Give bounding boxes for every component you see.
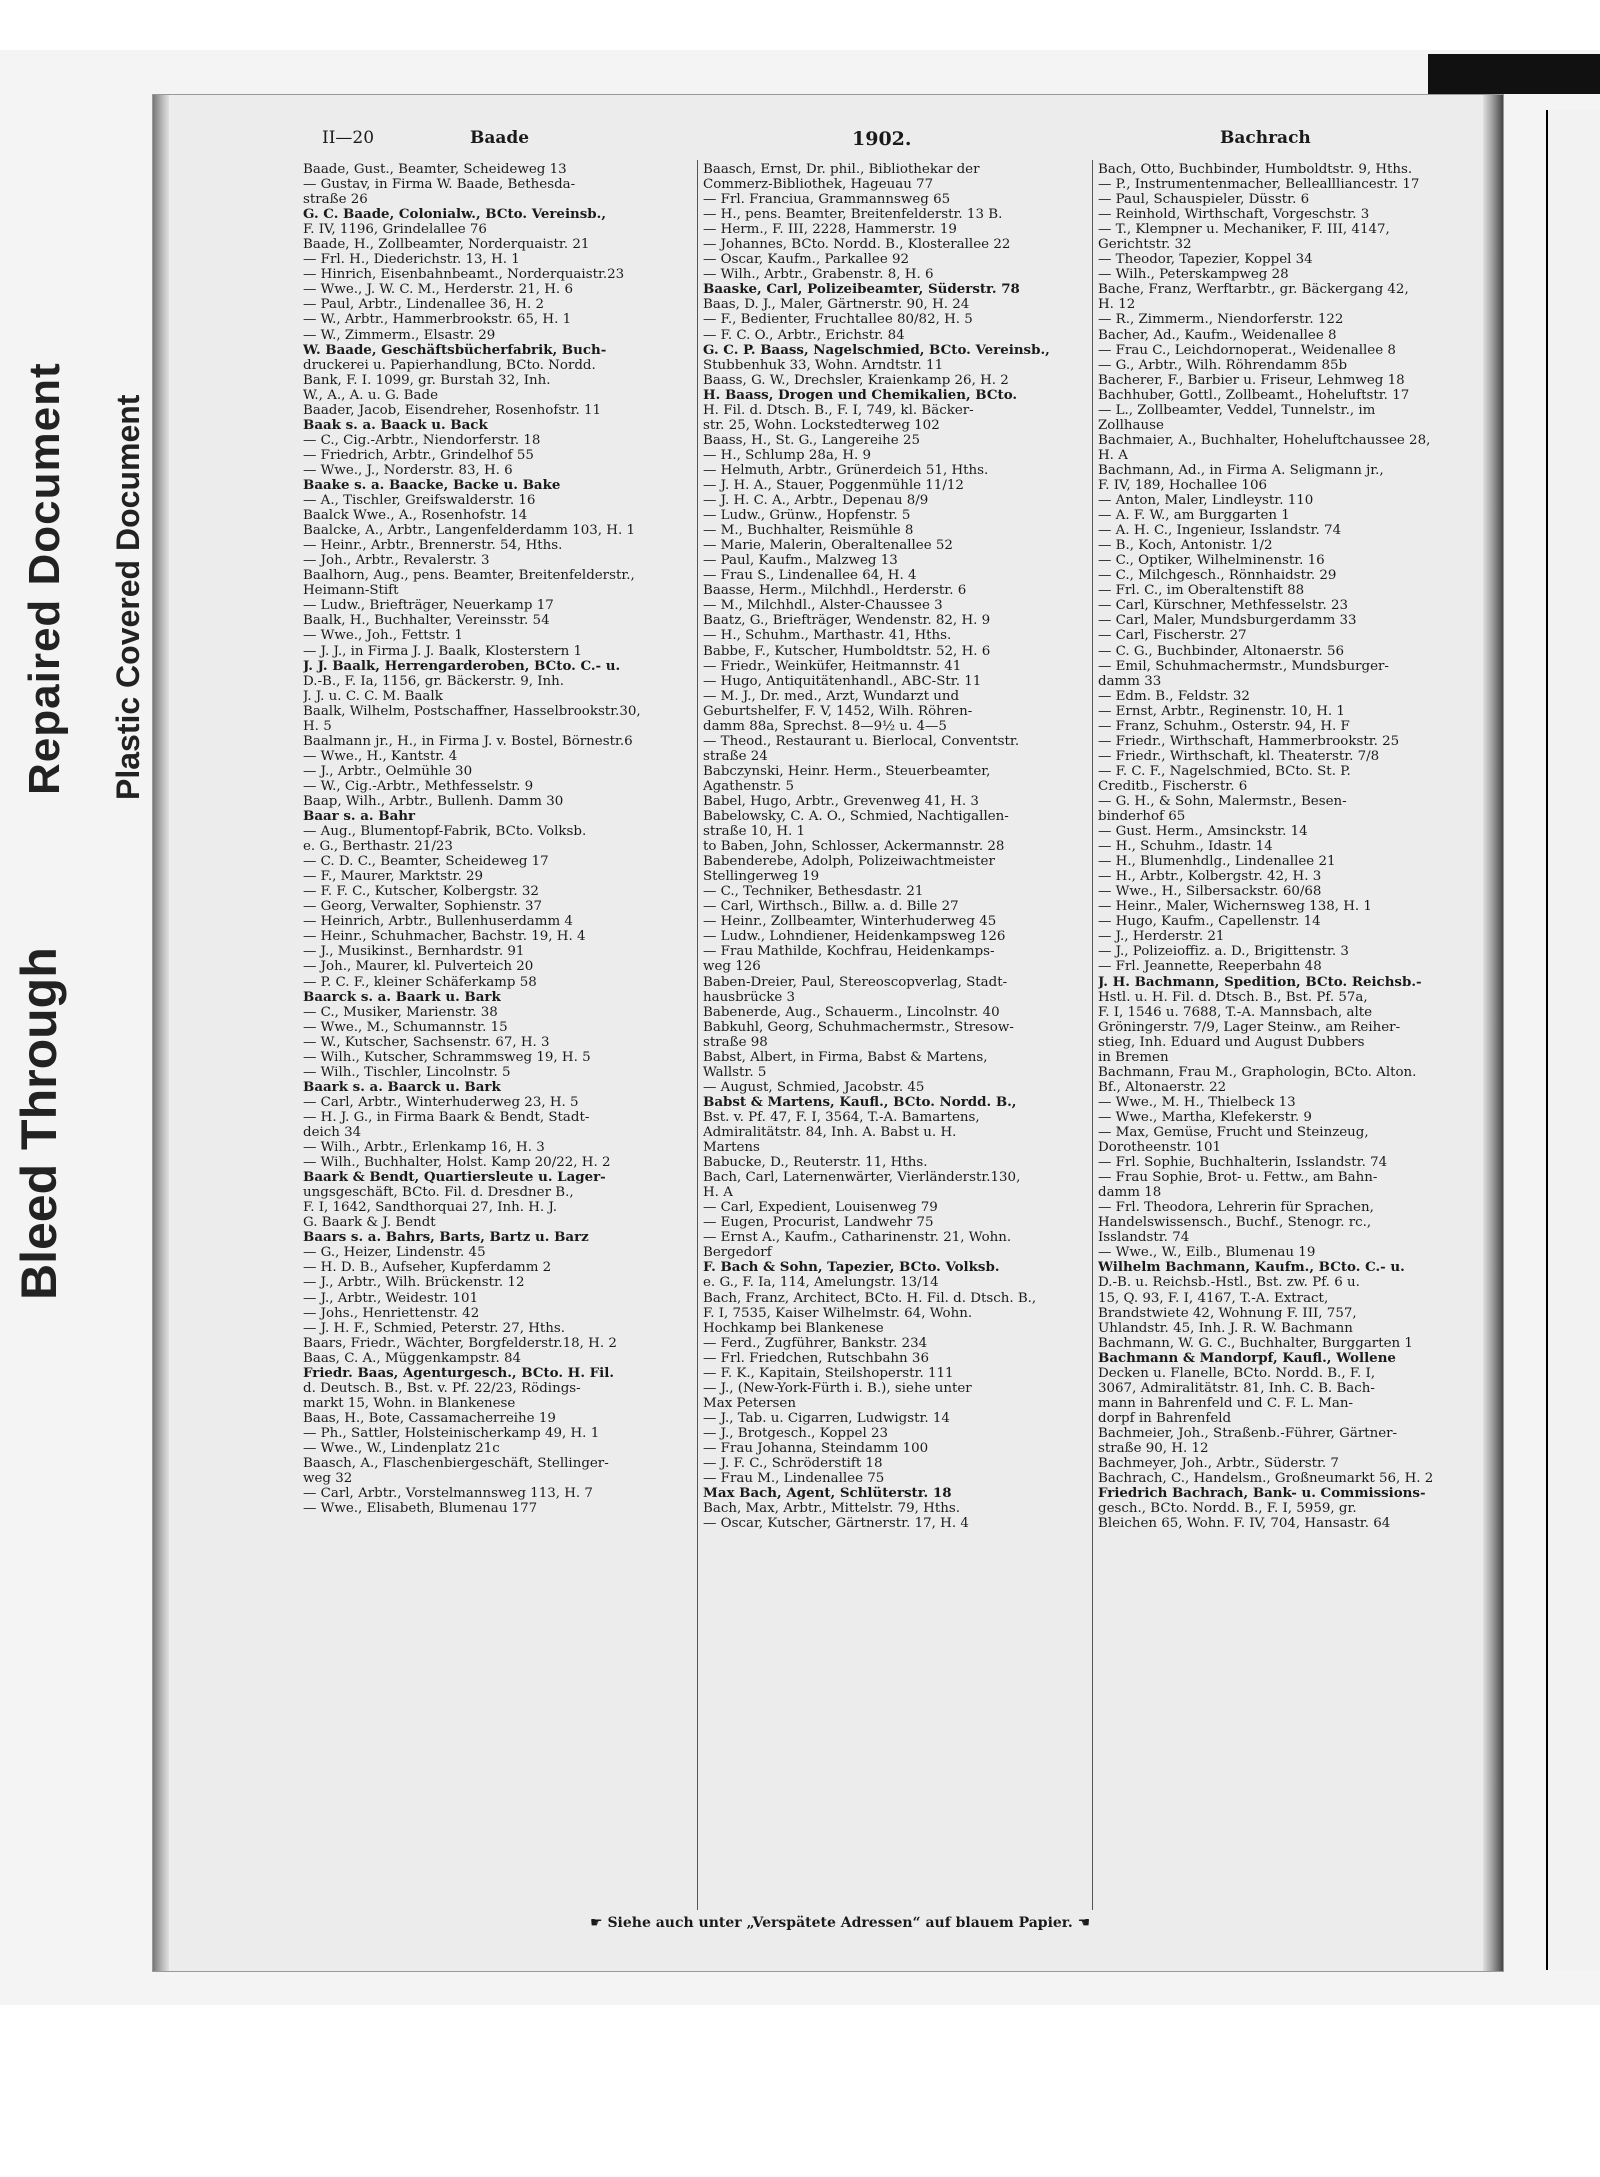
directory-entry-line: Babczynski, Heinr. Herm., Steuerbeamter, <box>703 763 991 779</box>
directory-entry-line: e. G., Berthastr. 21/23 <box>303 839 453 855</box>
directory-entry-line: — J. H. C. A., Arbtr., Depenau 8/9 <box>703 493 929 509</box>
directory-entry-line: Admiralitätstr. 84, Inh. A. Babst u. H. <box>703 1125 957 1140</box>
directory-entry-line: — H., Arbtr., Kolbergstr. 42, H. 3 <box>1098 869 1322 885</box>
page-number: II—20 <box>322 128 375 148</box>
directory-entry-line: Dorotheenstr. 101 <box>1098 1140 1221 1156</box>
directory-entry-line: Brandstwiete 42, Wohnung F. III, 757, <box>1098 1305 1357 1321</box>
directory-entry-line: Commerz-Bibliothek, Hageuau 77 <box>703 177 934 193</box>
directory-entry-line: Bacherer, F., Barbier u. Friseur, Lehmweg 18 <box>1098 372 1405 388</box>
directory-entry-line: G. Baark & J. Bendt <box>303 1215 436 1231</box>
directory-entry-line: H. A <box>1098 447 1128 463</box>
directory-entry-line: H. A <box>703 1185 733 1201</box>
directory-entry-line: — J., Musikinst., Bernhardstr. 91 <box>303 944 525 960</box>
directory-entry-line: — Frau Mathilde, Kochfrau, Heidenkamps- <box>703 944 995 960</box>
directory-entry-line: Bachmeier, Joh., Straßenb.-Führer, Gärtner- <box>1098 1425 1398 1441</box>
directory-entry-line: Bach, Carl, Laternenwärter, Vierländerstr.130, <box>703 1170 1021 1186</box>
directory-entry-line: — Anton, Maler, Lindleystr. 110 <box>1098 493 1314 509</box>
directory-entry-line: — W., Zimmerm., Elsastr. 29 <box>303 327 496 343</box>
directory-entry-line: — Carl, Arbtr., Vorstelmannsweg 113, H. 7 <box>303 1486 593 1502</box>
directory-entry-line: Baars, Friedr., Wächter, Borgfelderstr.18, H. 2 <box>303 1335 617 1351</box>
directory-entry-line: hausbrücke 3 <box>703 989 796 1005</box>
directory-entry-line: — Wilh., Kutscher, Schrammsweg 19, H. 5 <box>303 1049 591 1065</box>
directory-entry-line: — G., Heizer, Lindenstr. 45 <box>303 1245 486 1261</box>
directory-entry-line: — Hinrich, Eisenbahnbeamt., Norderquaistr.23 <box>303 267 625 283</box>
directory-entry-line: H. Fil. d. Dtsch. B., F. I, 749, kl. Bäcker- <box>703 402 974 418</box>
directory-entry-line: — Wwe., Elisabeth, Blumenau 177 <box>303 1501 538 1517</box>
pointing-hand-icon: ☚ <box>1077 1915 1091 1931</box>
directory-entry-line: Baasse, Herm., Milchhdl., Herderstr. 6 <box>703 583 967 599</box>
directory-entry-line: Bache, Franz, Werftarbtr., gr. Bäckergang 42, <box>1098 282 1409 298</box>
bleed-through-label: Bleed Through <box>11 947 67 1300</box>
directory-entry-line: — Heinr., Arbtr., Brennerstr. 54, Hths. <box>303 538 563 554</box>
directory-entry-line: — J., Polizeioffiz. a. D., Brigittenstr. 3 <box>1098 944 1349 960</box>
directory-entry-line: weg 32 <box>303 1471 353 1487</box>
directory-entry-line: Baader, Jacob, Eisendreher, Rosenhofstr. 11 <box>303 402 602 418</box>
directory-entry-line: straße 10, H. 1 <box>703 824 806 840</box>
directory-entry-line: Babst, Albert, in Firma, Babst & Martens, <box>703 1049 988 1065</box>
pointing-hand-icon: ☛ <box>590 1915 603 1931</box>
watermark-labels <box>0 140 150 1300</box>
directory-entry-line: — F. C. O., Arbtr., Erichstr. 84 <box>703 327 905 343</box>
directory-entry-line: Max Petersen <box>703 1395 796 1411</box>
directory-entry-line: — Heinrich, Arbtr., Bullenhuserdamm 4 <box>303 914 573 930</box>
directory-entry-line: straße 98 <box>703 1034 768 1050</box>
directory-entry-line: stieg, Inh. Eduard und August Dubbers <box>1098 1034 1365 1050</box>
directory-entry-line: — Carl, Kürschner, Methfesselstr. 23 <box>1098 598 1348 614</box>
directory-entry-line: Baap, Wilh., Arbtr., Bullenh. Damm 30 <box>303 793 564 809</box>
directory-entry-line: — Wwe., W., Lindenplatz 21c <box>303 1440 500 1456</box>
directory-entry-line: — Joh., Maurer, kl. Pulverteich 20 <box>303 959 534 975</box>
directory-entry-line: — A. F. W., am Burggarten 1 <box>1098 508 1290 524</box>
directory-entry-line: Babucke, D., Reuterstr. 11, Hths. <box>703 1155 928 1171</box>
directory-entry-line: — Frl. Franciua, Grammannsweg 65 <box>703 192 951 208</box>
directory-entry-line: — C., Optiker, Wilhelminenstr. 16 <box>1098 553 1325 569</box>
directory-entry-line: — Johs., Henriettenstr. 42 <box>303 1305 480 1321</box>
directory-entry-line: 15, Q. 93, F. I, 4167, T.-A. Extract, <box>1098 1290 1329 1306</box>
directory-entry-line: F. I, 7535, Kaiser Wilhelmstr. 64, Wohn. <box>703 1305 973 1321</box>
directory-entry-line: deich 34 <box>303 1125 362 1140</box>
column-divider <box>1092 160 1093 1910</box>
directory-entry-line: binderhof 65 <box>1098 809 1186 825</box>
directory-entry-line: gesch., BCto. Nordd. B., F. I, 5959, gr. <box>1098 1501 1357 1517</box>
directory-entry-line: — P. C. F., kleiner Schäferkamp 58 <box>303 974 537 990</box>
directory-entry-line: — Wwe., M., Schumannstr. 15 <box>303 1019 508 1035</box>
directory-entry-line: — Ernst A., Kaufm., Catharinenstr. 21, Wohn. <box>703 1230 1012 1246</box>
year: 1902. <box>852 128 912 150</box>
directory-entry-line: — J., Arbtr., Wilh. Brückenstr. 12 <box>303 1275 525 1291</box>
directory-entry-line: — Aug., Blumentopf-Fabrik, BCto. Volksb. <box>303 824 587 840</box>
directory-entry-line: — Carl, Wirthsch., Billw. a. d. Bille 27 <box>703 899 959 915</box>
directory-entry-line: Uhlandstr. 45, Inh. J. R. W. Bachmann <box>1098 1320 1353 1336</box>
directory-entry-line: — Wilh., Arbtr., Grabenstr. 8, H. 6 <box>703 267 934 283</box>
directory-entry-line: Bachmann, Frau M., Graphologin, BCto. Alton. <box>1098 1064 1417 1080</box>
directory-entry-line: H. 12 <box>1098 297 1136 313</box>
directory-entry-line: — C., Techniker, Bethesdastr. 21 <box>703 884 924 900</box>
directory-entry-line: — Frl. Sophie, Buchhalterin, Isslandstr. 74 <box>1098 1155 1388 1171</box>
directory-entry-line: — Max, Gemüse, Frucht und Steinzeug, <box>1098 1125 1369 1140</box>
directory-entry-line: str. 25, Wohn. Lockstedterweg 102 <box>703 417 940 433</box>
directory-entry-line: — Paul, Schauspieler, Düsstr. 6 <box>1098 192 1310 208</box>
directory-entry-line: — Frl. C., im Oberaltenstift 88 <box>1098 583 1305 599</box>
directory-entry-line: Baak s. a. Baack u. Back <box>303 417 488 433</box>
page-right-shadow <box>1483 95 1503 1971</box>
directory-entry-line: — H. D. B., Aufseher, Kupferdamm 2 <box>303 1260 552 1276</box>
directory-entry-line: Bachmann, Ad., in Firma A. Seligmann jr., <box>1098 462 1384 478</box>
directory-entry-line: — Friedrich, Arbtr., Grindelhof 55 <box>303 447 534 463</box>
directory-entry-line: — J. H. A., Stauer, Poggenmühle 11/12 <box>703 477 964 493</box>
directory-entry-line: H. Baass, Drogen und Chemikalien, BCto. <box>703 387 1018 403</box>
directory-entry-line: — Carl, Expedient, Louisenweg 79 <box>703 1200 938 1216</box>
directory-entry-line: — Ludw., Lohndiener, Heidenkampsweg 126 <box>703 929 1006 945</box>
directory-entry-line: Wilhelm Bachmann, Kaufm., BCto. C.- u. <box>1098 1260 1405 1276</box>
directory-entry-line: straße 24 <box>703 748 768 764</box>
directory-column-1 <box>303 162 693 1516</box>
directory-entry-line: — August, Schmied, Jacobstr. 45 <box>703 1079 925 1095</box>
directory-entry-line: Martens <box>703 1140 760 1156</box>
directory-entry-line: — H., pens. Beamter, Breitenfelderstr. 13 B. <box>703 207 1003 223</box>
directory-entry-line: — W., Cig.-Arbtr., Methfesselstr. 9 <box>303 778 534 794</box>
directory-entry-line: Baben-Dreier, Paul, Stereoscopverlag, Stadt- <box>703 974 1008 990</box>
directory-entry-line: Babst & Martens, Kaufl., BCto. Nordd. B., <box>703 1094 1017 1110</box>
directory-entry-line: Baalmann jr., H., in Firma J. v. Bostel, Börnestr.6 <box>303 733 633 749</box>
directory-entry-line: — B., Koch, Antonistr. 1/2 <box>1098 538 1273 554</box>
directory-entry-line: — G., Arbtr., Wilh. Röhrendamm 85b <box>1098 357 1348 373</box>
directory-entry-line: Baatz, G., Briefträger, Wendenstr. 82, H. 9 <box>703 613 991 629</box>
footer-note <box>590 1915 1390 1931</box>
directory-entry-line: — Theodor, Tapezier, Koppel 34 <box>1098 252 1313 268</box>
page-binding-shadow <box>153 95 169 1971</box>
directory-entry-line: — Helmuth, Arbtr., Grünerdeich 51, Hths. <box>703 462 989 478</box>
directory-entry-line: Babenderebe, Adolph, Polizeiwachtmeister <box>703 854 995 870</box>
directory-entry-line: — Frl. Theodora, Lehrerin für Sprachen, <box>1098 1200 1374 1216</box>
directory-entry-line: Bachhuber, Gottl., Zollbeamt., Hoheluftstr. 17 <box>1098 387 1410 403</box>
directory-entry-line: — F. F. C., Kutscher, Kolbergstr. 32 <box>303 884 539 900</box>
directory-entry-line: Stubbenhuk 33, Wohn. Arndtstr. 11 <box>703 357 944 373</box>
directory-entry-line: to Baben, John, Schlosser, Ackermannstr. 28 <box>703 839 1005 855</box>
directory-entry-line: — W., Arbtr., Hammerbrookstr. 65, H. 1 <box>303 312 572 328</box>
directory-entry-line: — Frau Sophie, Brot- u. Fettw., am Bahn- <box>1098 1170 1378 1186</box>
directory-entry-line: Max Bach, Agent, Schlüterstr. 18 <box>703 1486 952 1502</box>
directory-entry-line: Heimann-Stift <box>303 583 399 599</box>
directory-entry-line: — Ferd., Zugführer, Bankstr. 234 <box>703 1335 928 1351</box>
directory-entry-line: J. H. Bachmann, Spedition, BCto. Reichsb.- <box>1098 974 1422 990</box>
directory-entry-line: Babel, Hugo, Arbtr., Grevenweg 41, H. 3 <box>703 793 979 809</box>
directory-entry-line: — Ernst, Arbtr., Reginenstr. 10, H. 1 <box>1098 703 1345 719</box>
directory-column-3 <box>1098 162 1480 1531</box>
directory-column-2 <box>703 162 1086 1531</box>
directory-entry-line: Baasch, Ernst, Dr. phil., Bibliothekar der <box>703 162 980 177</box>
directory-entry-line: — C., Milchgesch., Rönnhaidstr. 29 <box>1098 568 1337 584</box>
directory-entry-line: straße 26 <box>303 192 368 208</box>
directory-entry-line: — M., Milchhdl., Alster-Chaussee 3 <box>703 598 943 614</box>
directory-entry-line: — Hugo, Kaufm., Capellenstr. 14 <box>1098 914 1321 930</box>
directory-entry-line: — C. D. C., Beamter, Scheideweg 17 <box>303 854 549 870</box>
directory-entry-line: — Ludw., Grünw., Hopfenstr. 5 <box>703 508 911 524</box>
directory-entry-line: Baark & Bendt, Quartiersleute u. Lager- <box>303 1170 606 1186</box>
directory-entry-line: Baas, D. J., Maler, Gärtnerstr. 90, H. 24 <box>703 297 970 313</box>
directory-entry-line: Bank, F. I. 1099, gr. Burstah 32, Inh. <box>303 372 551 388</box>
directory-entry-line: — P., Instrumentenmacher, Belleallliancestr. 17 <box>1098 177 1420 193</box>
directory-entry-line: D.-B. u. Reichsb.-Hstl., Bst. zw. Pf. 6 u. <box>1098 1275 1360 1291</box>
directory-entry-line: — Frl. H., Diederichstr. 13, H. 1 <box>303 252 520 268</box>
directory-entry-line: Baaske, Carl, Polizeibeamter, Süderstr. 78 <box>703 282 1020 298</box>
directory-entry-line: — G. H., & Sohn, Malermstr., Besen- <box>1098 793 1347 809</box>
directory-entry-line: — Paul, Arbtr., Lindenallee 36, H. 2 <box>303 297 545 313</box>
directory-entry-line: Bachmeyer, Joh., Arbtr., Süderstr. 7 <box>1098 1456 1339 1472</box>
directory-entry-line: Baade, Gust., Beamter, Scheideweg 13 <box>303 162 567 177</box>
directory-entry-line: W., A., A. u. G. Bade <box>303 387 439 403</box>
directory-entry-line: ungsgeschäft, BCto. Fil. d. Dresdner B., <box>303 1185 574 1201</box>
directory-entry-line: — Gustav, in Firma W. Baade, Bethesda- <box>303 177 576 193</box>
directory-entry-line: mann in Bahrenfeld und C. F. L. Man- <box>1098 1395 1354 1411</box>
directory-entry-line: — Johannes, BCto. Nordd. B., Klosterallee 22 <box>703 237 1011 253</box>
directory-entry-line: — F., Maurer, Marktstr. 29 <box>303 869 484 885</box>
directory-entry-line: Baass, G. W., Drechsler, Kraienkamp 26, H. 2 <box>703 372 1009 388</box>
directory-entry-line: — J., Herderstr. 21 <box>1098 929 1225 945</box>
directory-entry-line: Bachmann & Mandorpf, Kaufl., Wollene <box>1098 1350 1396 1366</box>
directory-entry-line: Baasch, A., Flaschenbiergeschäft, Stellinger- <box>303 1456 609 1472</box>
directory-entry-line: — Frl. Jeannette, Reeperbahn 48 <box>1098 959 1322 975</box>
directory-entry-line: Decken u. Flanelle, BCto. Nordd. B., F. I, <box>1098 1365 1376 1381</box>
directory-entry-line: F. Bach & Sohn, Tapezier, BCto. Volksb. <box>703 1260 1000 1276</box>
directory-entry-line: — Oscar, Kutscher, Gärtnerstr. 17, H. 4 <box>703 1516 969 1532</box>
directory-entry-line: Zollhause <box>1098 417 1164 433</box>
directory-entry-line: — Hugo, Antiquitätenhandl., ABC-Str. 11 <box>703 673 982 689</box>
directory-entry-line: — Heinr., Zollbeamter, Winterhuderweg 45 <box>703 914 997 930</box>
directory-entry-line: — J., Arbtr., Oelmühle 30 <box>303 763 473 779</box>
directory-entry-line: J. J. Baalk, Herrengarderoben, BCto. C.- u. <box>303 658 621 674</box>
directory-entry-line: dorpf in Bahrenfeld <box>1098 1410 1232 1426</box>
directory-entry-line: Geburtshelfer, F. V, 1452, Wilh. Röhren- <box>703 703 973 719</box>
directory-entry-line: Creditb., Fischerstr. 6 <box>1098 778 1248 794</box>
directory-entry-line: Baarck s. a. Baark u. Bark <box>303 989 501 1005</box>
directory-entry-line: — Joh., Arbtr., Revalerstr. 3 <box>303 553 490 569</box>
directory-entry-line: druckerei u. Papierhandlung, BCto. Nordd. <box>303 357 596 373</box>
directory-entry-line: — Wwe., J. W. C. M., Herderstr. 21, H. 6 <box>303 282 573 298</box>
directory-entry-line: Handelswissensch., Buchf., Stenogr. rc., <box>1098 1215 1372 1231</box>
directory-entry-line: Babkuhl, Georg, Schuhmachermstr., Stresow- <box>703 1019 1014 1035</box>
directory-entry-line: — Wwe., H., Silbersackstr. 60/68 <box>1098 884 1322 900</box>
column-divider <box>697 160 698 1910</box>
directory-entry-line: markt 15, Wohn. in Blankenese <box>303 1395 516 1411</box>
directory-entry-line: Bst. v. Pf. 47, F. I, 3564, T.-A. Bamartens, <box>703 1109 980 1125</box>
directory-entry-line: — Emil, Schuhmachermstr., Mundsburger- <box>1098 658 1389 674</box>
directory-entry-line: — Frl. Friedchen, Rutschbahn 36 <box>703 1350 929 1366</box>
directory-entry-line: Bachmann, W. G. C., Buchhalter, Burggarten 1 <box>1098 1335 1413 1351</box>
directory-entry-line: Baake s. a. Baacke, Backe u. Bake <box>303 477 561 493</box>
directory-entry-line: — Oscar, Kaufm., Parkallee 92 <box>703 252 910 268</box>
directory-entry-line: — Reinhold, Wirthschaft, Vorgeschstr. 3 <box>1098 207 1370 223</box>
directory-entry-line: — Marie, Malerin, Oberaltenallee 52 <box>703 538 953 554</box>
directory-entry-line: — C. G., Buchbinder, Altonaerstr. 56 <box>1098 643 1344 659</box>
directory-entry-line: — M. J., Dr. med., Arzt, Wundarzt und <box>703 688 960 704</box>
directory-entry-line: — Wwe., J., Norderstr. 83, H. 6 <box>303 462 513 478</box>
directory-entry-line: — Carl, Maler, Mundsburgerdamm 33 <box>1098 613 1357 629</box>
directory-entry-line: — Wwe., M. H., Thielbeck 13 <box>1098 1094 1296 1110</box>
directory-entry-line: Isslandstr. 74 <box>1098 1230 1190 1246</box>
directory-entry-line: — Frau M., Lindenallee 75 <box>703 1471 885 1487</box>
directory-entry-line: Gerichtstr. 32 <box>1098 237 1192 253</box>
directory-entry-line: — Gust. Herm., Amsinckstr. 14 <box>1098 824 1308 840</box>
directory-entry-line: — H., Schuhm., Idastr. 14 <box>1098 839 1273 855</box>
directory-entry-line: — H. J. G., in Firma Baark & Bendt, Stadt- <box>303 1109 590 1125</box>
directory-entry-line: — Wilh., Arbtr., Erlenkamp 16, H. 3 <box>303 1140 545 1156</box>
directory-entry-line: damm 88a, Sprechst. 8—9½ u. 4—5 <box>703 718 947 734</box>
directory-entry-line: — Frau C., Leichdornoperat., Weidenallee 8 <box>1098 342 1396 358</box>
directory-entry-line: — Herm., F. III, 2228, Hammerstr. 19 <box>703 222 957 238</box>
directory-entry-line: — J., (New-York-Fürth i. B.), siehe unter <box>703 1380 972 1396</box>
footer-text: Siehe auch unter „Verspätete Adressen“ auf blauem Papier. <box>607 1915 1073 1931</box>
directory-entry-line: Friedrich Bachrach, Bank- u. Commissions- <box>1098 1486 1426 1502</box>
directory-entry-line: — F. K., Kapitain, Steilshoperstr. 111 <box>703 1365 954 1381</box>
directory-entry-line: Baalk, Wilhelm, Postschaffner, Hasselbrookstr.30, <box>303 703 641 719</box>
directory-entry-line: Baas, H., Bote, Cassamacherreihe 19 <box>303 1410 556 1426</box>
directory-entry-line: — Edm. B., Feldstr. 32 <box>1098 688 1250 704</box>
directory-entry-line: — C., Musiker, Marienstr. 38 <box>303 1004 498 1020</box>
directory-entry-line: Baass, H., St. G., Langereihe 25 <box>703 432 921 448</box>
directory-entry-line: Baark s. a. Baarck u. Bark <box>303 1079 501 1095</box>
directory-entry-line: — Wwe., Martha, Klefekerstr. 9 <box>1098 1109 1312 1125</box>
directory-entry-line: — F. C. F., Nagelschmied, BCto. St. P. <box>1098 763 1351 779</box>
directory-entry-line: — J. F. C., Schröderstift 18 <box>703 1456 883 1472</box>
directory-entry-line: — Friedr., Wirthschaft, Hammerbrookstr. 25 <box>1098 733 1400 749</box>
directory-entry-line: — Wilh., Peterskampweg 28 <box>1098 267 1289 283</box>
directory-entry-line: Wallstr. 5 <box>703 1064 767 1080</box>
directory-entry-line: Bach, Max, Arbtr., Mittelstr. 79, Hths. <box>703 1501 960 1517</box>
directory-entry-line: — Frau S., Lindenallee 64, H. 4 <box>703 568 917 584</box>
repaired-document-label: Repaired Document <box>20 362 69 795</box>
directory-entry-line: — L., Zollbeamter, Veddel, Tunnelstr., im <box>1098 402 1376 418</box>
plastic-covered-label: Plastic Covered Document <box>110 394 146 800</box>
directory-entry-line: — F., Bedienter, Fruchtallee 80/82, H. 5 <box>703 312 973 328</box>
directory-entry-line: Babbe, F., Kutscher, Humboldtstr. 52, H. 6 <box>703 643 991 659</box>
directory-entry-line: — Wilh., Buchhalter, Holst. Kamp 20/22, H. 2 <box>303 1155 611 1171</box>
left-catchword: Baade <box>470 128 530 148</box>
page-header <box>170 128 1480 154</box>
directory-entry-line: — Heinr., Maler, Wichernsweg 138, H. 1 <box>1098 899 1372 915</box>
directory-entry-line: damm 18 <box>1098 1185 1162 1201</box>
directory-entry-line: — Carl, Fischerstr. 27 <box>1098 628 1247 644</box>
next-page-edge <box>1546 110 1600 1970</box>
directory-entry-line: Baalcke, A., Arbtr., Langenfelderdamm 103, H. 1 <box>303 523 635 539</box>
directory-entry-line: H. 5 <box>303 718 332 734</box>
directory-entry-line: — Ludw., Briefträger, Neuerkamp 17 <box>303 598 554 614</box>
directory-entry-line: Bach, Franz, Architect, BCto. H. Fil. d. Dtsch. B., <box>703 1290 1037 1306</box>
directory-entry-line: — H., Schuhm., Marthastr. 41, Hths. <box>703 628 952 644</box>
directory-entry-line: W. Baade, Geschäftsbücherfabrik, Buch- <box>303 342 607 358</box>
directory-entry-line: Bachrach, C., Handelsm., Großneumarkt 56, H. 2 <box>1098 1471 1434 1487</box>
directory-entry-line: Babelowsky, C. A. O., Schmied, Nachtigallen- <box>703 809 1009 825</box>
scan-edge-tab <box>1428 54 1600 94</box>
directory-entry-line: D.-B., F. Ia, 1156, gr. Bäckerstr. 9, Inh. <box>303 673 565 689</box>
directory-entry-line: e. G., F. Ia, 114, Amelungstr. 13/14 <box>703 1275 939 1291</box>
directory-entry-line: Bf., Altonaerstr. 22 <box>1098 1079 1227 1095</box>
directory-entry-line: — W., Kutscher, Sachsenstr. 67, H. 3 <box>303 1034 550 1050</box>
directory-entry-line: d. Deutsch. B., Bst. v. Pf. 22/23, Rödings- <box>303 1380 581 1396</box>
directory-entry-line: Baalhorn, Aug., pens. Beamter, Breitenfelderstr., <box>303 568 635 584</box>
directory-entry-line: — H., Schlump 28a, H. 9 <box>703 447 872 463</box>
directory-entry-line: — Wwe., Joh., Fettstr. 1 <box>303 628 463 644</box>
directory-entry-line: — Friedr., Wirthschaft, kl. Theaterstr. 7/8 <box>1098 748 1380 764</box>
directory-entry-line: F. IV, 189, Hochallee 106 <box>1098 477 1267 493</box>
directory-entry-line: damm 33 <box>1098 673 1162 689</box>
directory-entry-line: Bergedorf <box>703 1245 772 1261</box>
directory-entry-line: Bleichen 65, Wohn. F. IV, 704, Hansastr. 64 <box>1098 1516 1391 1532</box>
directory-entry-line: Baar s. a. Bahr <box>303 809 416 825</box>
directory-entry-line: J. J. u. C. C. M. Baalk <box>303 688 443 704</box>
directory-entry-line: Bachmaier, A., Buchhalter, Hoheluftchaussee 28, <box>1098 432 1431 448</box>
directory-entry-line: Baade, H., Zollbeamter, Norderquaistr. 21 <box>303 237 590 253</box>
directory-entry-line: F. I, 1642, Sandthorquai 27, Inh. H. J. <box>303 1200 558 1216</box>
directory-entry-line: — J., Brotgesch., Koppel 23 <box>703 1425 889 1441</box>
directory-entry-line: — C., Cig.-Arbtr., Niendorferstr. 18 <box>303 432 541 448</box>
directory-entry-line: — A. H. C., Ingenieur, Isslandstr. 74 <box>1098 523 1342 539</box>
directory-entry-line: — J. J., in Firma J. J. Baalk, Klosterstern 1 <box>303 643 582 659</box>
directory-entry-line: — A., Tischler, Greifswalderstr. 16 <box>303 493 536 509</box>
directory-entry-line: — H., Blumenhdlg., Lindenallee 21 <box>1098 854 1336 870</box>
directory-entry-line: — Frau Johanna, Steindamm 100 <box>703 1440 929 1456</box>
directory-entry-line: — T., Klempner u. Mechaniker, F. III, 4147, <box>1098 222 1390 238</box>
directory-entry-line: Babenerde, Aug., Schauerm., Lincolnstr. 40 <box>703 1004 1000 1020</box>
directory-entry-line: Baas, C. A., Müggenkampstr. 84 <box>303 1350 522 1366</box>
directory-entry-line: — J. H. F., Schmied, Peterstr. 27, Hths. <box>303 1320 566 1336</box>
directory-entry-line: — R., Zimmerm., Niendorferstr. 122 <box>1098 312 1344 328</box>
directory-entry-line: — Paul, Kaufm., Malzweg 13 <box>703 553 898 569</box>
directory-entry-line: — Carl, Arbtr., Winterhuderweg 23, H. 5 <box>303 1094 579 1110</box>
directory-entry-line: — Eugen, Procurist, Landwehr 75 <box>703 1215 934 1231</box>
directory-entry-line: Stellingerweg 19 <box>703 869 820 885</box>
directory-entry-line: — Franz, Schuhm., Osterstr. 94, H. F <box>1098 718 1350 734</box>
directory-entry-line: — Ph., Sattler, Holsteinischerkamp 49, H. 1 <box>303 1425 600 1441</box>
directory-entry-line: weg 126 <box>703 959 761 975</box>
directory-entry-line: Bach, Otto, Buchbinder, Humboldtstr. 9, Hths. <box>1098 162 1413 177</box>
directory-entry-line: Baars s. a. Bahrs, Barts, Bartz u. Barz <box>303 1230 589 1246</box>
directory-entry-line: — Heinr., Schuhmacher, Bachstr. 19, H. 4 <box>303 929 586 945</box>
directory-entry-line: straße 90, H. 12 <box>1098 1440 1209 1456</box>
directory-entry-line: G. C. Baade, Colonialw., BCto. Vereinsb., <box>303 207 606 223</box>
directory-entry-line: Gröningerstr. 7/9, Lager Steinw., am Reiher- <box>1098 1019 1401 1035</box>
directory-entry-line: — Wwe., H., Kantstr. 4 <box>303 748 458 764</box>
directory-entry-line: G. C. P. Baass, Nagelschmied, BCto. Vereinsb., <box>703 342 1050 358</box>
directory-entry-line: — J., Tab. u. Cigarren, Ludwigstr. 14 <box>703 1410 950 1426</box>
directory-entry-line: — J., Arbtr., Weidestr. 101 <box>303 1290 479 1306</box>
directory-entry-line: F. I, 1546 u. 7688, T.-A. Mannsbach, alte <box>1098 1004 1373 1020</box>
directory-entry-line: Agathenstr. 5 <box>703 778 794 794</box>
directory-entry-line: F. IV, 1196, Grindelallee 76 <box>303 222 487 238</box>
directory-entry-line: Baalk, H., Buchhalter, Vereinsstr. 54 <box>303 613 550 629</box>
directory-entry-line: — M., Buchhalter, Reismühle 8 <box>703 523 914 539</box>
directory-entry-line: — Wilh., Tischler, Lincolnstr. 5 <box>303 1064 511 1080</box>
directory-entry-line: — Theod., Restaurant u. Bierlocal, Conventstr. <box>703 733 1020 749</box>
directory-entry-line: — Wwe., W., Eilb., Blumenau 19 <box>1098 1245 1316 1261</box>
directory-entry-line: Hstl. u. H. Fil. d. Dtsch. B., Bst. Pf. 57a, <box>1098 989 1368 1005</box>
directory-entry-line: — Friedr., Weinküfer, Heitmannstr. 41 <box>703 658 962 674</box>
directory-entry-line: Bacher, Ad., Kaufm., Weidenallee 8 <box>1098 327 1337 343</box>
right-catchword: Bachrach <box>1220 128 1311 148</box>
directory-entry-line: Hochkamp bei Blankenese <box>703 1320 884 1336</box>
directory-entry-line: in Bremen <box>1098 1049 1169 1065</box>
directory-entry-line: — Georg, Verwalter, Sophienstr. 37 <box>303 899 543 915</box>
directory-entry-line: 3067, Admiralitätstr. 81, Inh. C. B. Bach- <box>1098 1380 1375 1396</box>
directory-entry-line: Baalck Wwe., A., Rosenhofstr. 14 <box>303 508 528 524</box>
directory-entry-line: Friedr. Baas, Agenturgesch., BCto. H. Fil. <box>303 1365 615 1381</box>
